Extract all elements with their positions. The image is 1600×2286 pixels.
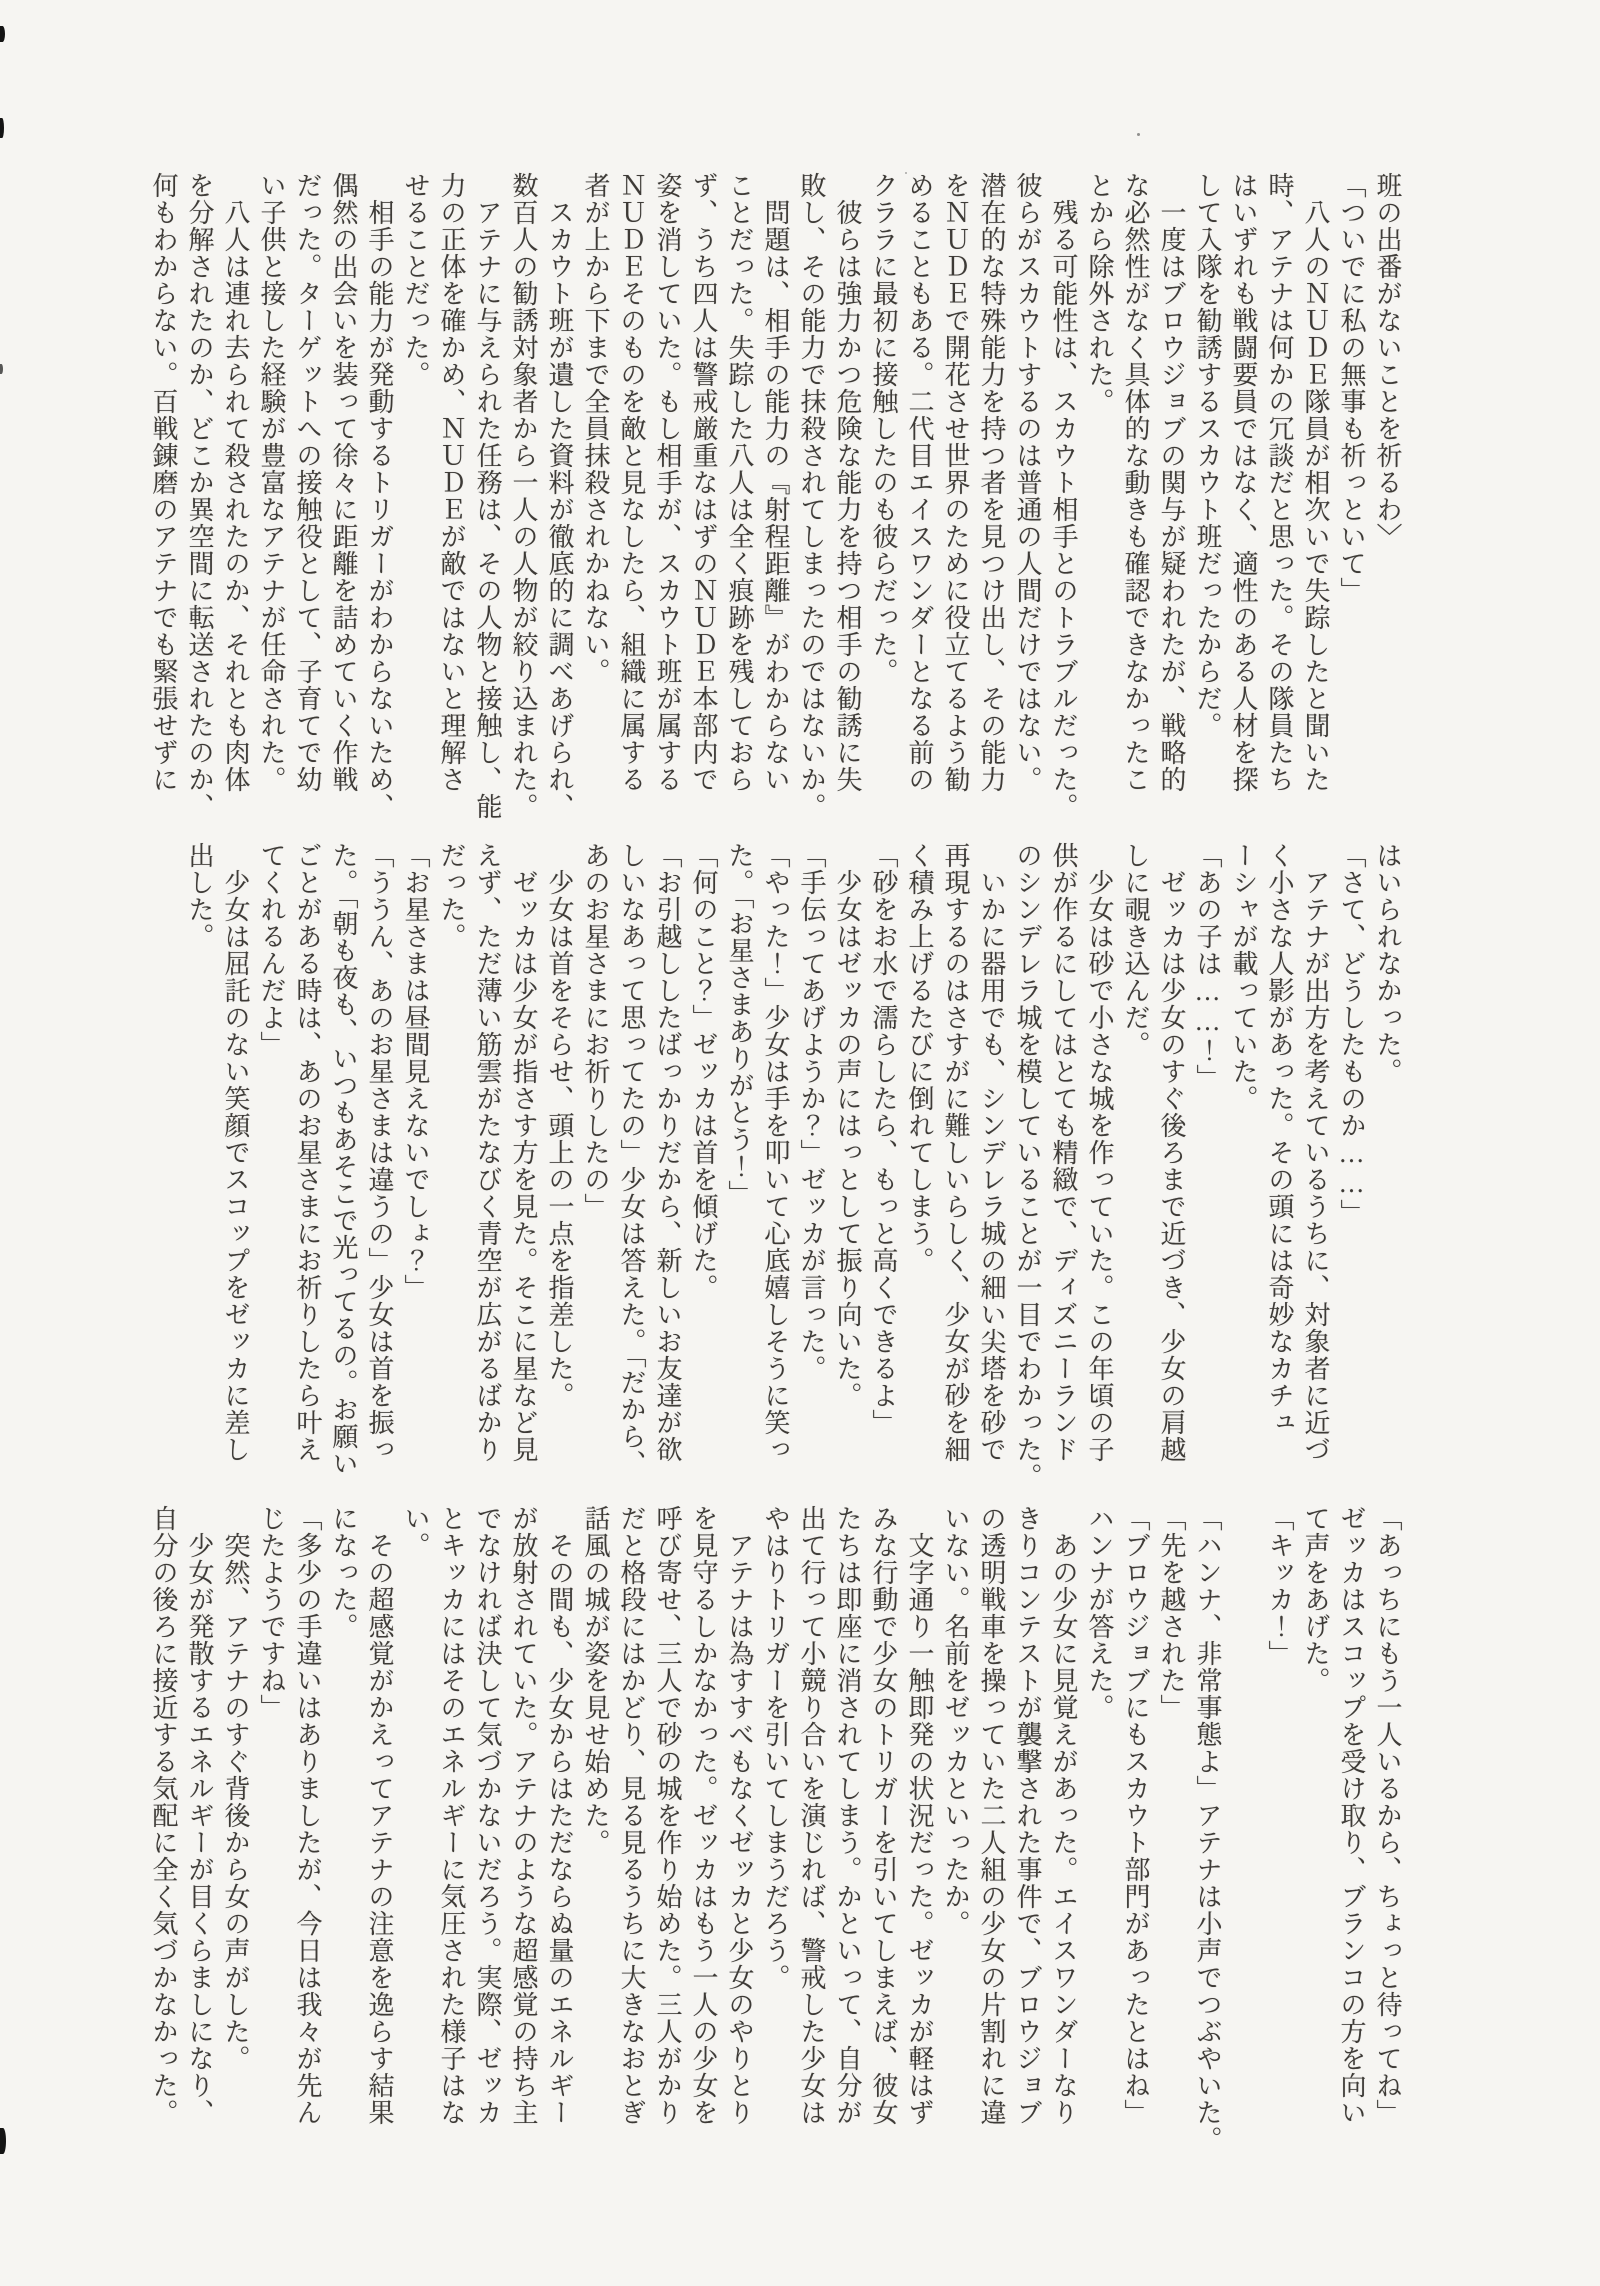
text-column: クララに最初に接触したのも彼らだった。 [869,172,898,685]
text-column: て声をあげた。 [1301,1505,1330,1694]
text-column: だった。ターゲットへの接触役として、子育てで幼 [293,172,322,793]
text-block-top [145,172,1405,872]
text-column: あのお星さまにお祈りしたの」 [581,842,610,1220]
text-column: その間も、少女からはただならぬ量のエネルギー [545,1505,574,2126]
text-column: 「お星さまは昼間見えないでしょ？」 [401,842,430,1301]
text-column: く小さな人影があった。その頭には奇妙なカチュ [1265,842,1294,1436]
text-column: たちは即座に消されてしまう。かといって、自分が [833,1505,862,2126]
text-column: 「やった！」少女は手を叩いて心底嬉しそうに笑っ [761,842,790,1463]
text-column: ことだった。失踪した八人は全く痕跡を残しておら [725,172,754,793]
text-column: てくれるんだよ」 [257,842,286,1058]
text-column: 「先を越された」 [1157,1505,1186,1721]
scan-artifact [0,118,4,138]
text-column: た。「朝も夜も、いつもあそこで光ってるの。お願い [329,842,358,1477]
text-column: 再現するのはさすがに難しいらしく、少女が砂を細 [941,842,970,1463]
text-column: ーシャが載っていた。 [1229,842,1258,1112]
text-column: いかに器用でも、シンデレラ城の細い尖塔を砂で [977,842,1006,1463]
text-column: アテナは為すすべもなくゼッカと少女のやりとり [725,1505,754,2126]
text-column: やはりトリガーを引いてしまうだろう。 [761,1505,790,1991]
text-column: しいなあって思ってたの」少女は答えた。「だから、 [617,842,646,1477]
text-column: あの少女に見覚えがあった。エイスワンダーなり [1049,1505,1078,2126]
text-column: 突然、アテナのすぐ背後から女の声がした。 [221,1505,250,2072]
scan-artifact [0,26,5,42]
text-column: 力の正体を確かめ、ＮＵＤＥが敵ではないと理解さ [437,172,466,793]
text-column: 「ハンナ、非常事態よ」アテナは小声でつぶやいた。 [1193,1505,1222,2153]
text-column: きりコンテストが襲撃された事件で、ブロウジョブ [1013,1505,1042,2126]
text-column: 数百人の勧誘対象者から一人の人物が絞り込まれた。 [509,172,538,820]
text-column: 少女が発散するエネルギーが目くらましになり、 [185,1505,214,2126]
text-column: い子供と接した経験が豊富なアテナが任命された。 [257,172,286,793]
text-column: 偶然の出会いを装って徐々に距離を詰めていく作戦 [329,172,358,793]
text-column: せることだった。 [401,172,430,388]
text-column: 供が作るにしてはとても精緻で、ディズニーランド [1049,842,1078,1463]
text-column: だった。 [437,842,466,950]
text-column: 少女は屈託のない笑顔でスコップをゼッカに差し [221,842,250,1463]
text-column: 彼らがスカウトするのは普通の人間だけではない。 [1013,172,1042,793]
scan-speck [1176,1564,1178,1567]
text-column: 「あの子は……！」 [1193,842,1222,1091]
text-column: 残る可能性は、スカウト相手とのトラブルだった。 [1049,172,1078,820]
scan-speck [905,172,907,174]
text-column: の透明戦車を操っていた二人組の少女の片割れに違 [977,1505,1006,2126]
text-column: 少女は首をそらせ、頭上の一点を指差した。 [545,842,574,1409]
text-column: を見守るしかなかった。ゼッカはもう一人の少女を [689,1505,718,2126]
text-column: 文字通り一触即発の状況だった。ゼッカが軽はず [905,1505,934,2126]
text-column: でなければ決して気づかないだろう。実際、ゼッカ [473,1505,502,2126]
text-column: えず、ただ薄い筋雲がたなびく青空が広がるばかり [473,842,502,1463]
text-column: 「多少の手違いはありましたが、今日は我々が先ん [293,1505,322,2126]
text-column: をＮＵＤＥで開花させ世界のために役立てるよう勧 [941,172,970,793]
scan-speck [1137,133,1140,136]
text-column: 自分の後ろに接近する気配に全く気づかなかった。 [149,1505,178,2126]
text-column: 「ついでに私の無事も祈っといて」 [1337,172,1366,604]
text-column: みな行動で少女のトリガーを引いてしまえば、彼女 [869,1505,898,2126]
text-column: 「お引越ししたばっかりだから、新しいお友達が欲 [653,842,682,1463]
text-column: 「あっちにもう一人いるから、ちょっと待ってね」 [1373,1505,1402,2126]
text-column: 彼らは強力かつ危険な能力を持つ相手の勧誘に失 [833,172,862,793]
text-column: ハンナが答えた。 [1085,1505,1114,1721]
text-column: 敗し、その能力で抹殺されてしまったのではないか。 [797,172,826,820]
text-column: を分解されたのか、どこか異空間に転送されたのか、 [185,172,214,820]
text-column: 「キッカ！」 [1265,1505,1294,1667]
text-column: はいずれも戦闘要員ではなく、適性のある人材を探 [1229,172,1258,793]
text-column: ゼッカは少女が指さす方を見た。そこに星など見 [509,842,538,1463]
text-column: して入隊を勧誘するスカウト班だったからだ。 [1193,172,1222,739]
text-block-middle [181,842,1405,1542]
text-column: スカウト班が遺した資料が徹底的に調べあげられ、 [545,172,574,820]
text-column: 班の出番がないことを祈るわ〉 [1373,172,1402,550]
text-column: 呼び寄せ、三人で砂の城を作り始めた。三人がかり [653,1505,682,2126]
text-column: のシンデレラ城を模していることが一目でわかった。 [1013,842,1042,1490]
scan-artifact [0,364,3,374]
text-column: 話風の城が姿を見せ始めた。 [581,1505,610,1856]
text-column: ゼッカは少女のすぐ後ろまで近づき、少女の肩越 [1157,842,1186,1463]
text-column: 出て行って小競り合いを演じれば、警戒した少女は [797,1505,826,2126]
text-column: じたようですね」 [257,1505,286,1721]
text-column: い。 [401,1505,430,1559]
text-column: 八人は連れ去られて殺されたのか、それとも肉体 [221,172,250,793]
text-column: アテナに与えられた任務は、その人物と接触し、能 [473,172,502,820]
scan-artifact [0,2128,6,2154]
text-column: 八人のＮＵＤＥ隊員が相次いで失踪したと聞いた [1301,172,1330,793]
text-column: ＮＵＤＥそのものを敵と見なしたら、組織に属する [617,172,646,793]
text-column: だと格段にはかどり、見る見るうちに大きなおとぎ [617,1505,646,2126]
text-column: 相手の能力が発動するトリガーがわからないため、 [365,172,394,820]
text-column: アテナが出方を考えているうちに、対象者に近づ [1301,842,1330,1463]
text-block-bottom [145,1505,1405,2205]
text-column: 者が上から下まで全員抹殺されかねない。 [581,172,610,685]
text-column: が放射されていた。アテナのような超感覚の持ち主 [509,1505,538,2126]
text-column: 少女はゼッカの声にはっとして振り向いた。 [833,842,862,1409]
text-column: た。「お星さまありがとう！」 [725,842,754,1207]
text-column: ゼッカはスコップを受け取り、ブランコの方を向い [1337,1505,1366,2126]
text-column: はいられなかった。 [1373,842,1402,1085]
text-column: とから除外された。 [1085,172,1114,415]
text-column: 少女は砂で小さな城を作っていた。この年頃の子 [1085,842,1114,1463]
text-column: 「さて、どうしたものか……」 [1337,842,1366,1226]
text-column: 時、アテナは何かの冗談だと思った。その隊員たち [1265,172,1294,793]
text-column: 潜在的な特殊能力を持つ者を見つけ出し、その能力 [977,172,1006,793]
text-column: しに覗き込んだ。 [1121,842,1150,1058]
text-column: く積み上げるたびに倒れてしまう。 [905,842,934,1274]
text-column: な必然性がなく具体的な動きも確認できなかったこ [1121,172,1150,793]
text-column: 「手伝ってあげようか？」ゼッカが言った。 [797,842,826,1382]
text-column: 姿を消していた。もし相手が、スカウト班が属する [653,172,682,793]
text-column: ず、うち四人は警戒厳重なはずのＮＵＤＥ本部内で [689,172,718,793]
text-column: ごとがある時は、あのお星さまにお祈りしたら叶え [293,842,322,1463]
text-column: 一度はブロウジョブの関与が疑われたが、戦略的 [1157,172,1186,793]
text-column: 「何のこと？」ゼッカは首を傾げた。 [689,842,718,1301]
text-column: になった。 [329,1505,358,1640]
text-column: 何もわからない。百戦錬磨のアテナでも緊張せずに [149,172,178,793]
text-column: 出した。 [185,842,214,950]
text-column: とキッカにはそのエネルギーに気圧された様子はな [437,1505,466,2126]
text-column: めることもある。二代目エイスワンダーとなる前の [905,172,934,793]
text-column: 「ブロウジョブにもスカウト部門があったとはね」 [1121,1505,1150,2126]
text-column: 「ううん、あのお星さまは違うの」少女は首を振っ [365,842,394,1463]
text-column: 問題は、相手の能力の『射程距離』がわからない [761,172,790,793]
text-column: いない。名前をゼッカといったか。 [941,1505,970,1937]
text-column: その超感覚がかえってアテナの注意を逸らす結果 [365,1505,394,2126]
text-column: 「砂をお水で濡らしたら、もっと高くできるよ」 [869,842,898,1436]
